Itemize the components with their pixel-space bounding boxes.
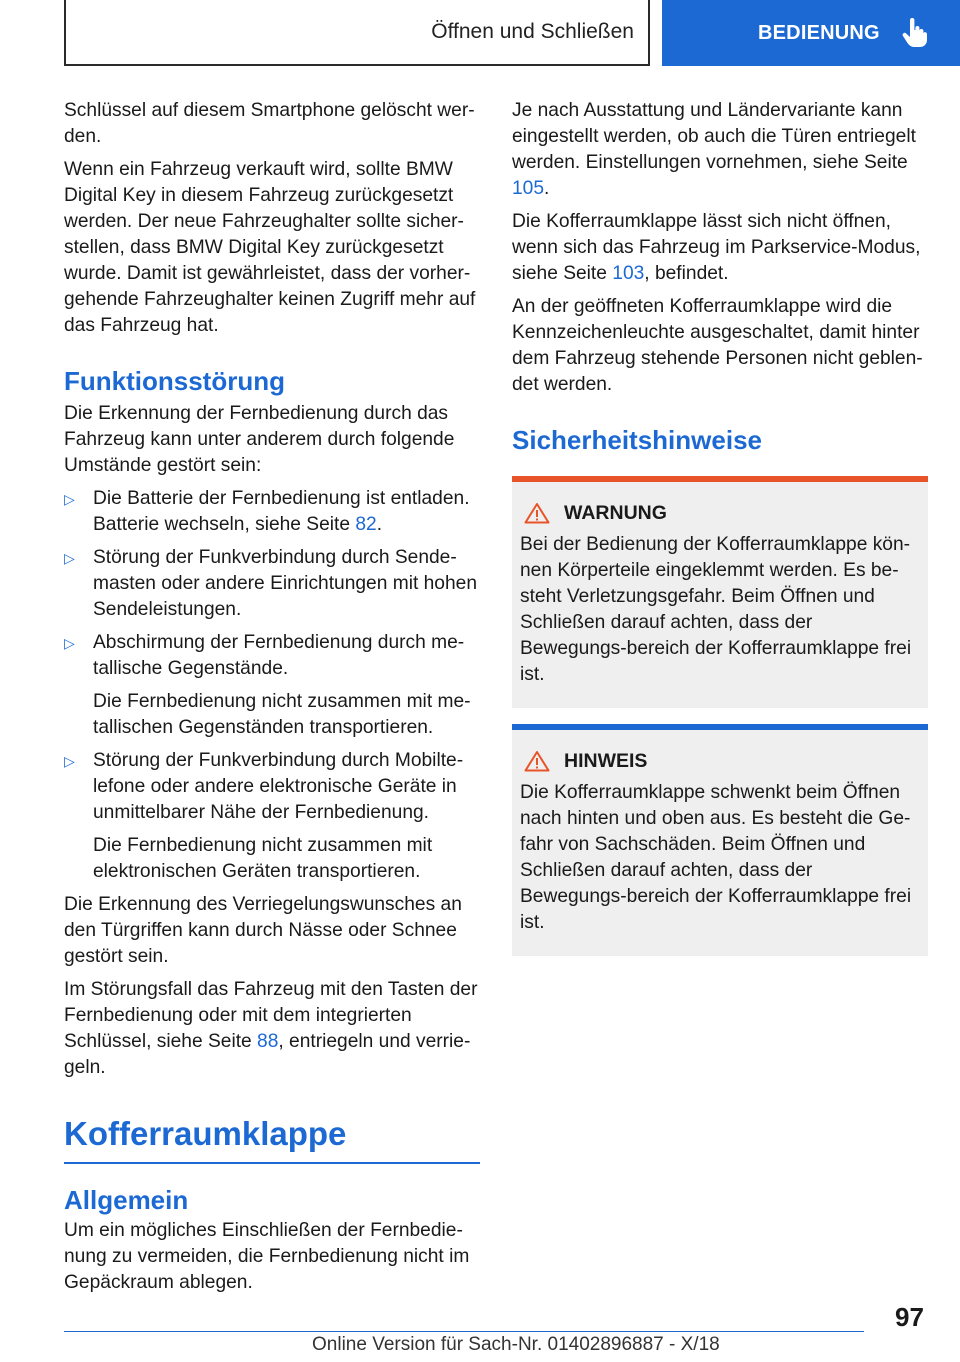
heading-allgemein: Allgemein	[64, 1185, 189, 1215]
warning-text: Bei der Bedienung der Kofferraumklappe kön-nen Körperteile eingeklemmt werden. Es be-steht Verletzungsgefahr. Beim Öffnen und Schließen darauf achten, dass der Bewegungs-bereich der Kofferraumklappe frei ist.	[520, 534, 912, 685]
paragraph: Die Kofferraumklappe lässt sich nicht öffnen, wenn sich das Fahrzeug im Parkservice-Modus, siehe Seite 103, befindet.	[512, 211, 921, 284]
paragraph: Je nach Ausstattung und Ländervariante kann eingestellt werden, ob auch die Türen entriegelt werden. Einstellungen vornehmen, siehe Seite 105.	[512, 100, 916, 199]
paragraph: Im Störungsfall das Fahrzeug mit den Tasten der Fernbedienung oder mit dem integrierten Schlüssel, siehe Seite 88, entriegeln und verrie-geln.	[64, 979, 478, 1078]
list-item: ▷ Abschirmung der Fernbedienung durch me-tallische Gegenstände.	[64, 630, 480, 682]
warning-triangle-icon	[524, 750, 550, 772]
hint-title: HINWEIS	[564, 750, 648, 772]
right-column	[512, 98, 928, 972]
heading-funktionsstoerung: Funktionsstörung	[64, 366, 285, 396]
hint-box	[512, 724, 928, 956]
list-item: ▷ Störung der Funkverbindung durch Mobilte-lefone oder andere elektronische Geräte in unmittelbarer Nähe der Fernbedienung.	[64, 748, 480, 826]
triangle-bullet-icon: ▷	[64, 635, 75, 651]
paragraph: Um ein mögliches Einschließen der Fernbedie-nung zu vermeiden, die Fernbedienung nicht im Gepäckraum ablegen.	[64, 1220, 470, 1293]
triangle-bullet-icon: ▷	[64, 753, 75, 769]
footer-divider	[64, 1331, 864, 1332]
paragraph: Die Erkennung des Verriegelungswunsches an den Türgriffen kann durch Nässe oder Schnee gestört sein.	[64, 894, 462, 967]
list-item-note: Die Fernbedienung nicht zusammen mit elektronischen Geräten transportieren.	[93, 835, 433, 882]
list-item: ▷ Störung der Funkverbindung durch Sende-masten oder andere Einrichtungen mit hohen Sendeleistungen.	[64, 545, 480, 623]
list-item: ▷ Die Batterie der Fernbedienung ist entladen. Batterie wechseln, siehe Seite 82.	[64, 486, 480, 538]
paragraph: Die Erkennung der Fernbedienung durch das Fahrzeug kann unter anderem durch folgende Umstände gestört sein:	[64, 403, 455, 476]
page-link-82[interactable]: 82	[355, 514, 377, 535]
page-link-103[interactable]: 103	[612, 263, 645, 284]
paragraph: Wenn ein Fahrzeug verkauft wird, sollte BMW Digital Key in diesem Fahrzeug zurückgesetzt werden. Der neue Fahrzeughalter sollte sicher-stellen, dass BMW Digital Key zurückgesetzt wurde. Damit ist gewährleistet, dass der vorher-gehende Fahrzeughalter keinen Zugriff mehr auf das Fahrzeug hat.	[64, 159, 476, 336]
page-header	[0, 0, 960, 66]
warning-triangle-icon	[524, 502, 550, 524]
paragraph: Schlüssel auf diesem Smartphone gelöscht wer-den.	[64, 100, 475, 147]
hint-text: Die Kofferraumklappe schwenkt beim Öffnen nach hinten und oben aus. Es besteht die Ge-fahr von Sachschäden. Beim Öffnen und Schließen darauf achten, dass der Bewegungs-bereich der Kofferraumklappe frei ist.	[520, 782, 912, 933]
paragraph: An der geöffneten Kofferraumklappe wird die Kennzeichenleuchte ausgeschaltet, damit hinter dem Fahrzeug stehende Personen nicht geblen-det werden.	[512, 296, 923, 395]
footer-text: Online Version für Sach-Nr. 01402896887 - X/18	[312, 1334, 720, 1355]
section-tab	[662, 0, 960, 66]
warning-box	[512, 476, 928, 708]
list-item-note: Die Fernbedienung nicht zusammen mit me-tallischen Gegenständen transportieren.	[93, 691, 471, 738]
warning-title: WARNUNG	[564, 502, 667, 524]
triangle-bullet-icon: ▷	[64, 491, 75, 507]
triangle-bullet-icon: ▷	[64, 550, 75, 566]
page-number: 97	[895, 1302, 924, 1332]
hand-pointer-icon	[900, 18, 928, 48]
heading-sicherheitshinweise: Sicherheitshinweise	[512, 425, 762, 455]
page-link-105[interactable]: 105	[512, 178, 545, 199]
page-link-88[interactable]: 88	[257, 1031, 279, 1052]
left-column	[64, 98, 480, 1303]
heading-kofferraumklappe: Kofferraumklappe	[64, 1114, 480, 1164]
chapter-title: Öffnen und Schließen	[64, 0, 650, 66]
section-title: BEDIENUNG	[758, 21, 880, 44]
